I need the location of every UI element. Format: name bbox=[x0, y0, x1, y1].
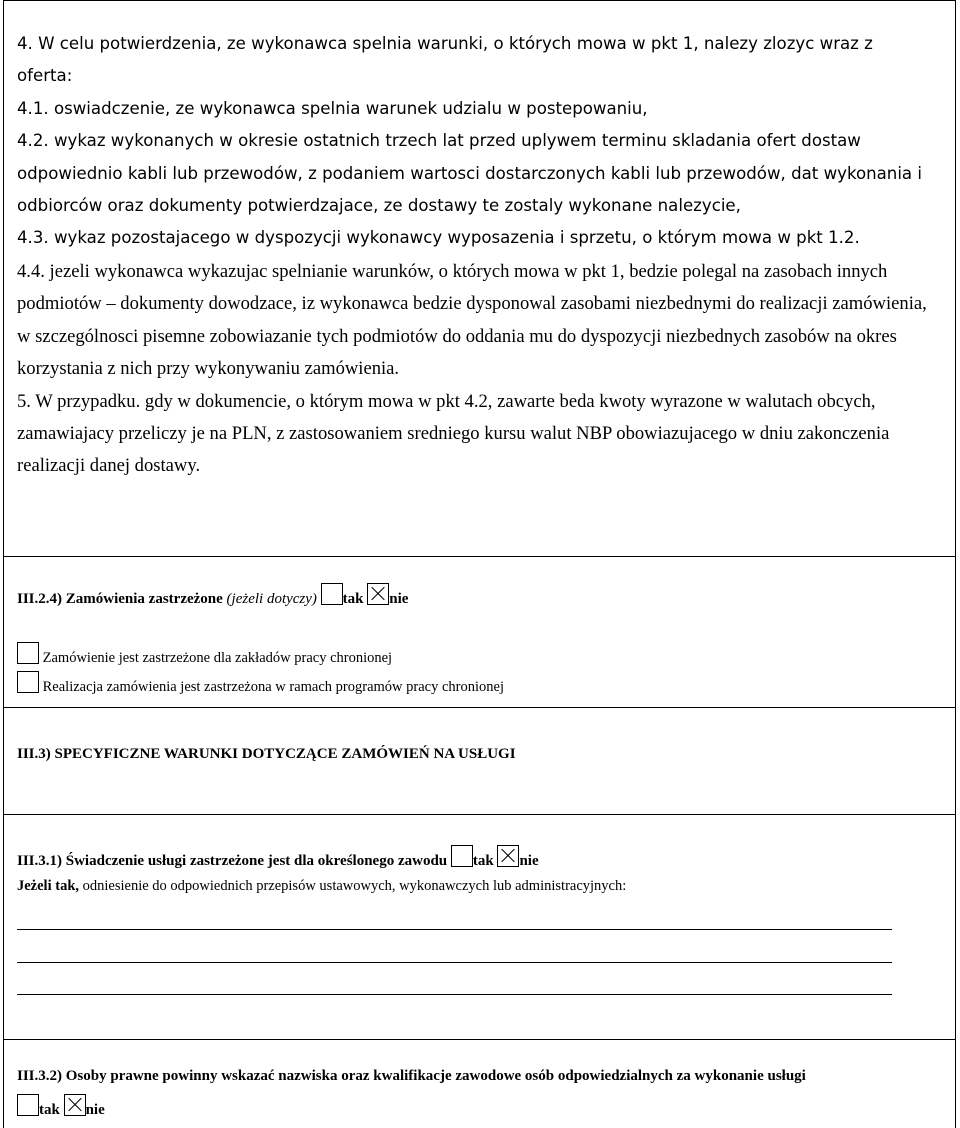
section-iii-3-2-heading: III.3.2) Osoby prawne powinny wskazać nazwiska oraz kwalifikacje zawodowe osób odpowiedzialnych za wykonanie usługi bbox=[17, 1068, 806, 1084]
nie-checkbox-3-2[interactable] bbox=[64, 1094, 86, 1116]
section-iii-2-4-note: (jeżeli dotyczy) bbox=[226, 591, 317, 607]
nie-checkbox[interactable] bbox=[367, 583, 389, 605]
section-iii-3-1-if-yes-row bbox=[17, 878, 626, 895]
section-4-text bbox=[17, 28, 932, 255]
paragraph-4: 4. W celu potwierdzenia, ze wykonawca spelnia warunki, o których mowa w pkt 1, nalezy zlozyc wraz z oferta: bbox=[17, 34, 873, 86]
section-iii-3-heading: III.3) SPECYFICZNE WARUNKI DOTYCZĄCE ZAMÓWIEŃ NA USŁUGI bbox=[17, 746, 516, 762]
section-iii-2-4-heading-row bbox=[17, 583, 408, 608]
tak-label: tak bbox=[342, 591, 364, 607]
option-zaklady-label: Zamówienie jest zastrzeżone dla zakładów pracy chronionej bbox=[42, 650, 393, 666]
tak-checkbox-3-2[interactable] bbox=[17, 1094, 39, 1116]
section-iii-3-1-heading-row bbox=[17, 845, 539, 870]
paragraph-4-2: 4.2. wykaz wykonanych w okresie ostatnich trzech lat przed uplywem terminu skladania ofert dostaw odpowiednio kabli lub przewodów, z podaniem wartosci dostarczonych kabli lub przewodów, dat wykonania i odbiorców oraz dokumenty potwierdzajace, ze dostawy te zostaly wykonane nalezycie, bbox=[17, 131, 922, 216]
paragraph-4-3: 4.3. wykaz pozostajacego w dyspozycji wykonawcy wyposazenia i sprzetu, o którym mowa w pkt 1.2. bbox=[17, 228, 860, 248]
answer-line-2[interactable] bbox=[17, 962, 892, 963]
paragraph-4-1: 4.1. oswiadczenie, ze wykonawca spelnia warunek udzialu w postepowaniu, bbox=[17, 98, 648, 118]
option-zaklady-row bbox=[17, 642, 392, 667]
tak-label-3-1: tak bbox=[472, 853, 494, 869]
option-zaklady-checkbox[interactable] bbox=[17, 642, 39, 664]
if-yes-text: odniesienie do odpowiednich przepisów ustawowych, wykonawczych lub administracyjnych: bbox=[82, 878, 627, 894]
nie-checkbox-3-1[interactable] bbox=[497, 845, 519, 867]
option-programy-label: Realizacja zamówienia jest zastrzeżona w ramach programów pracy chronionej bbox=[42, 679, 504, 695]
option-programy-row bbox=[17, 671, 504, 696]
section-iii-3-2-options-row bbox=[17, 1094, 105, 1119]
paragraph-5: 5. W przypadku. gdy w dokumencie, o którym mowa w pkt 4.2, zawarte beda kwoty wyrazone w walutach obcych, zamawiajacy przeliczy je na PLN, z zastosowaniem sredniego kursu walut NBP obowiazujacego w dniu zakonczenia realizacji danej dostawy. bbox=[17, 390, 890, 477]
nie-label-3-2: nie bbox=[85, 1102, 105, 1118]
tak-checkbox[interactable] bbox=[321, 583, 343, 605]
answer-line-1[interactable] bbox=[17, 929, 892, 930]
tak-checkbox-3-1[interactable] bbox=[451, 845, 473, 867]
section-iii-2-4-heading: III.2.4) Zamówienia zastrzeżone bbox=[17, 591, 223, 607]
section-iii-3-1-heading: III.3.1) Świadczenie usługi zastrzeżone jest dla określonego zawodu bbox=[17, 853, 448, 869]
option-programy-checkbox[interactable] bbox=[17, 671, 39, 693]
nie-label: nie bbox=[389, 591, 409, 607]
answer-line-3[interactable] bbox=[17, 994, 892, 995]
nie-label-3-1: nie bbox=[519, 853, 539, 869]
paragraph-4-4: 4.4. jezeli wykonawca wykazujac spelnianie warunków, o których mowa w pkt 1, bedzie polegal na zasobach innych podmiotów – dokumenty dowodzace, iz wykonawca bedzie dysponowal zasobami niezbednymi do realizacji zamówienia, w szczególnosci pisemne zobowiazanie tych podmiotów do oddania mu do dyspozycji niezbednych zasobów na okres korzystania z nich przy wykonywaniu zamówienia. bbox=[17, 261, 927, 380]
section-4-text-serif bbox=[17, 256, 932, 483]
if-yes-label: Jeżeli tak, bbox=[17, 878, 80, 894]
tak-label-3-2: tak bbox=[39, 1102, 60, 1118]
